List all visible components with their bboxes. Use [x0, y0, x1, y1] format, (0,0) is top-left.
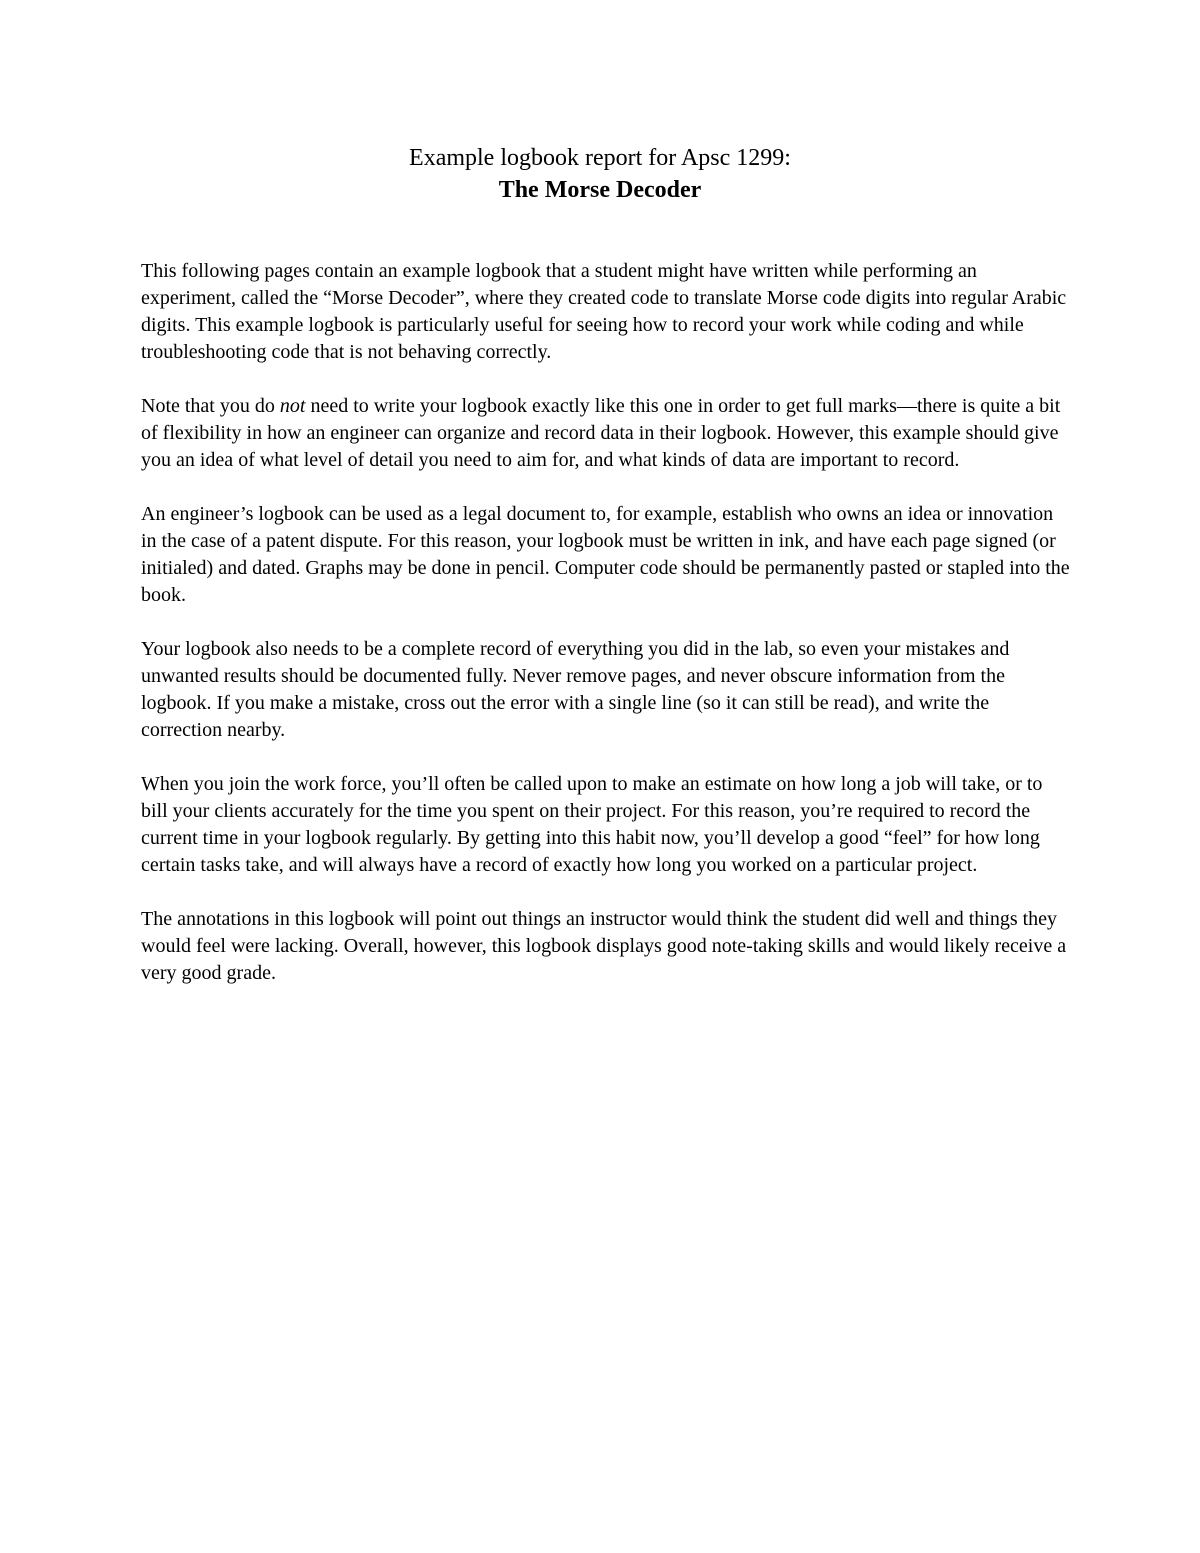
- paragraph-legal-document: An engineer’s logbook can be used as a legal document to, for example, establish who owns an idea or innovation in the case of a patent dispute. For this reason, your logbook must be written in ink, and have each page signed (or initialed) and dated. Graphs may be done in pencil. Computer code should be permanently pasted or stapled into the book.: [141, 503, 1070, 606]
- emphasis-not: not: [279, 395, 306, 417]
- body-text: [141, 258, 1071, 1014]
- title-block: [0, 142, 1200, 206]
- paragraph-flexibility: [141, 393, 1071, 474]
- paragraph-annotations: The annotations in this logbook will point out things an instructor would think the student did well and things they would feel were lacking. Overall, however, this logbook displays good note-taking skills and would likely receive a very good grade.: [141, 908, 1067, 984]
- paragraph-intro: This following pages contain an example logbook that a student might have written while performing an experiment, called the “Morse Decoder”, where they created code to translate Morse code digits into regular Arabic digits. This example logbook is particularly useful for seeing how to record your work while coding and while troubleshooting code that is not behaving correctly.: [141, 260, 1067, 363]
- document-title: Example logbook report for Apsc 1299:: [409, 145, 791, 171]
- paragraph-flexibility-end: need to write your logbook exactly like this one in order to get full marks—there is quite a bit of flexibility in how an engineer can organize and record data in their logbook. However, this example should give you an idea of what level of detail you need to aim for, and what kinds of data are important to record.: [141, 395, 1061, 471]
- document-subtitle: The Morse Decoder: [498, 177, 702, 203]
- paragraph-flexibility-start: Note that you do: [141, 395, 280, 417]
- paragraph-time-tracking: When you join the work force, you’ll often be called upon to make an estimate on how long a job will take, or to bill your clients accurately for the time you spent on their project. For this reason, you’re required to record the current time in your logbook regularly. By getting into this habit now, you’ll develop a good “feel” for how long certain tasks take, and will always have a record of exactly how long you worked on a particular project.: [141, 773, 1043, 876]
- paragraph-complete-record: Your logbook also needs to be a complete record of everything you did in the lab, so even your mistakes and unwanted results should be documented fully. Never remove pages, and never obscure information from the logbook. If you make a mistake, cross out the error with a single line (so it can still be read), and write the correction nearby.: [141, 638, 1010, 741]
